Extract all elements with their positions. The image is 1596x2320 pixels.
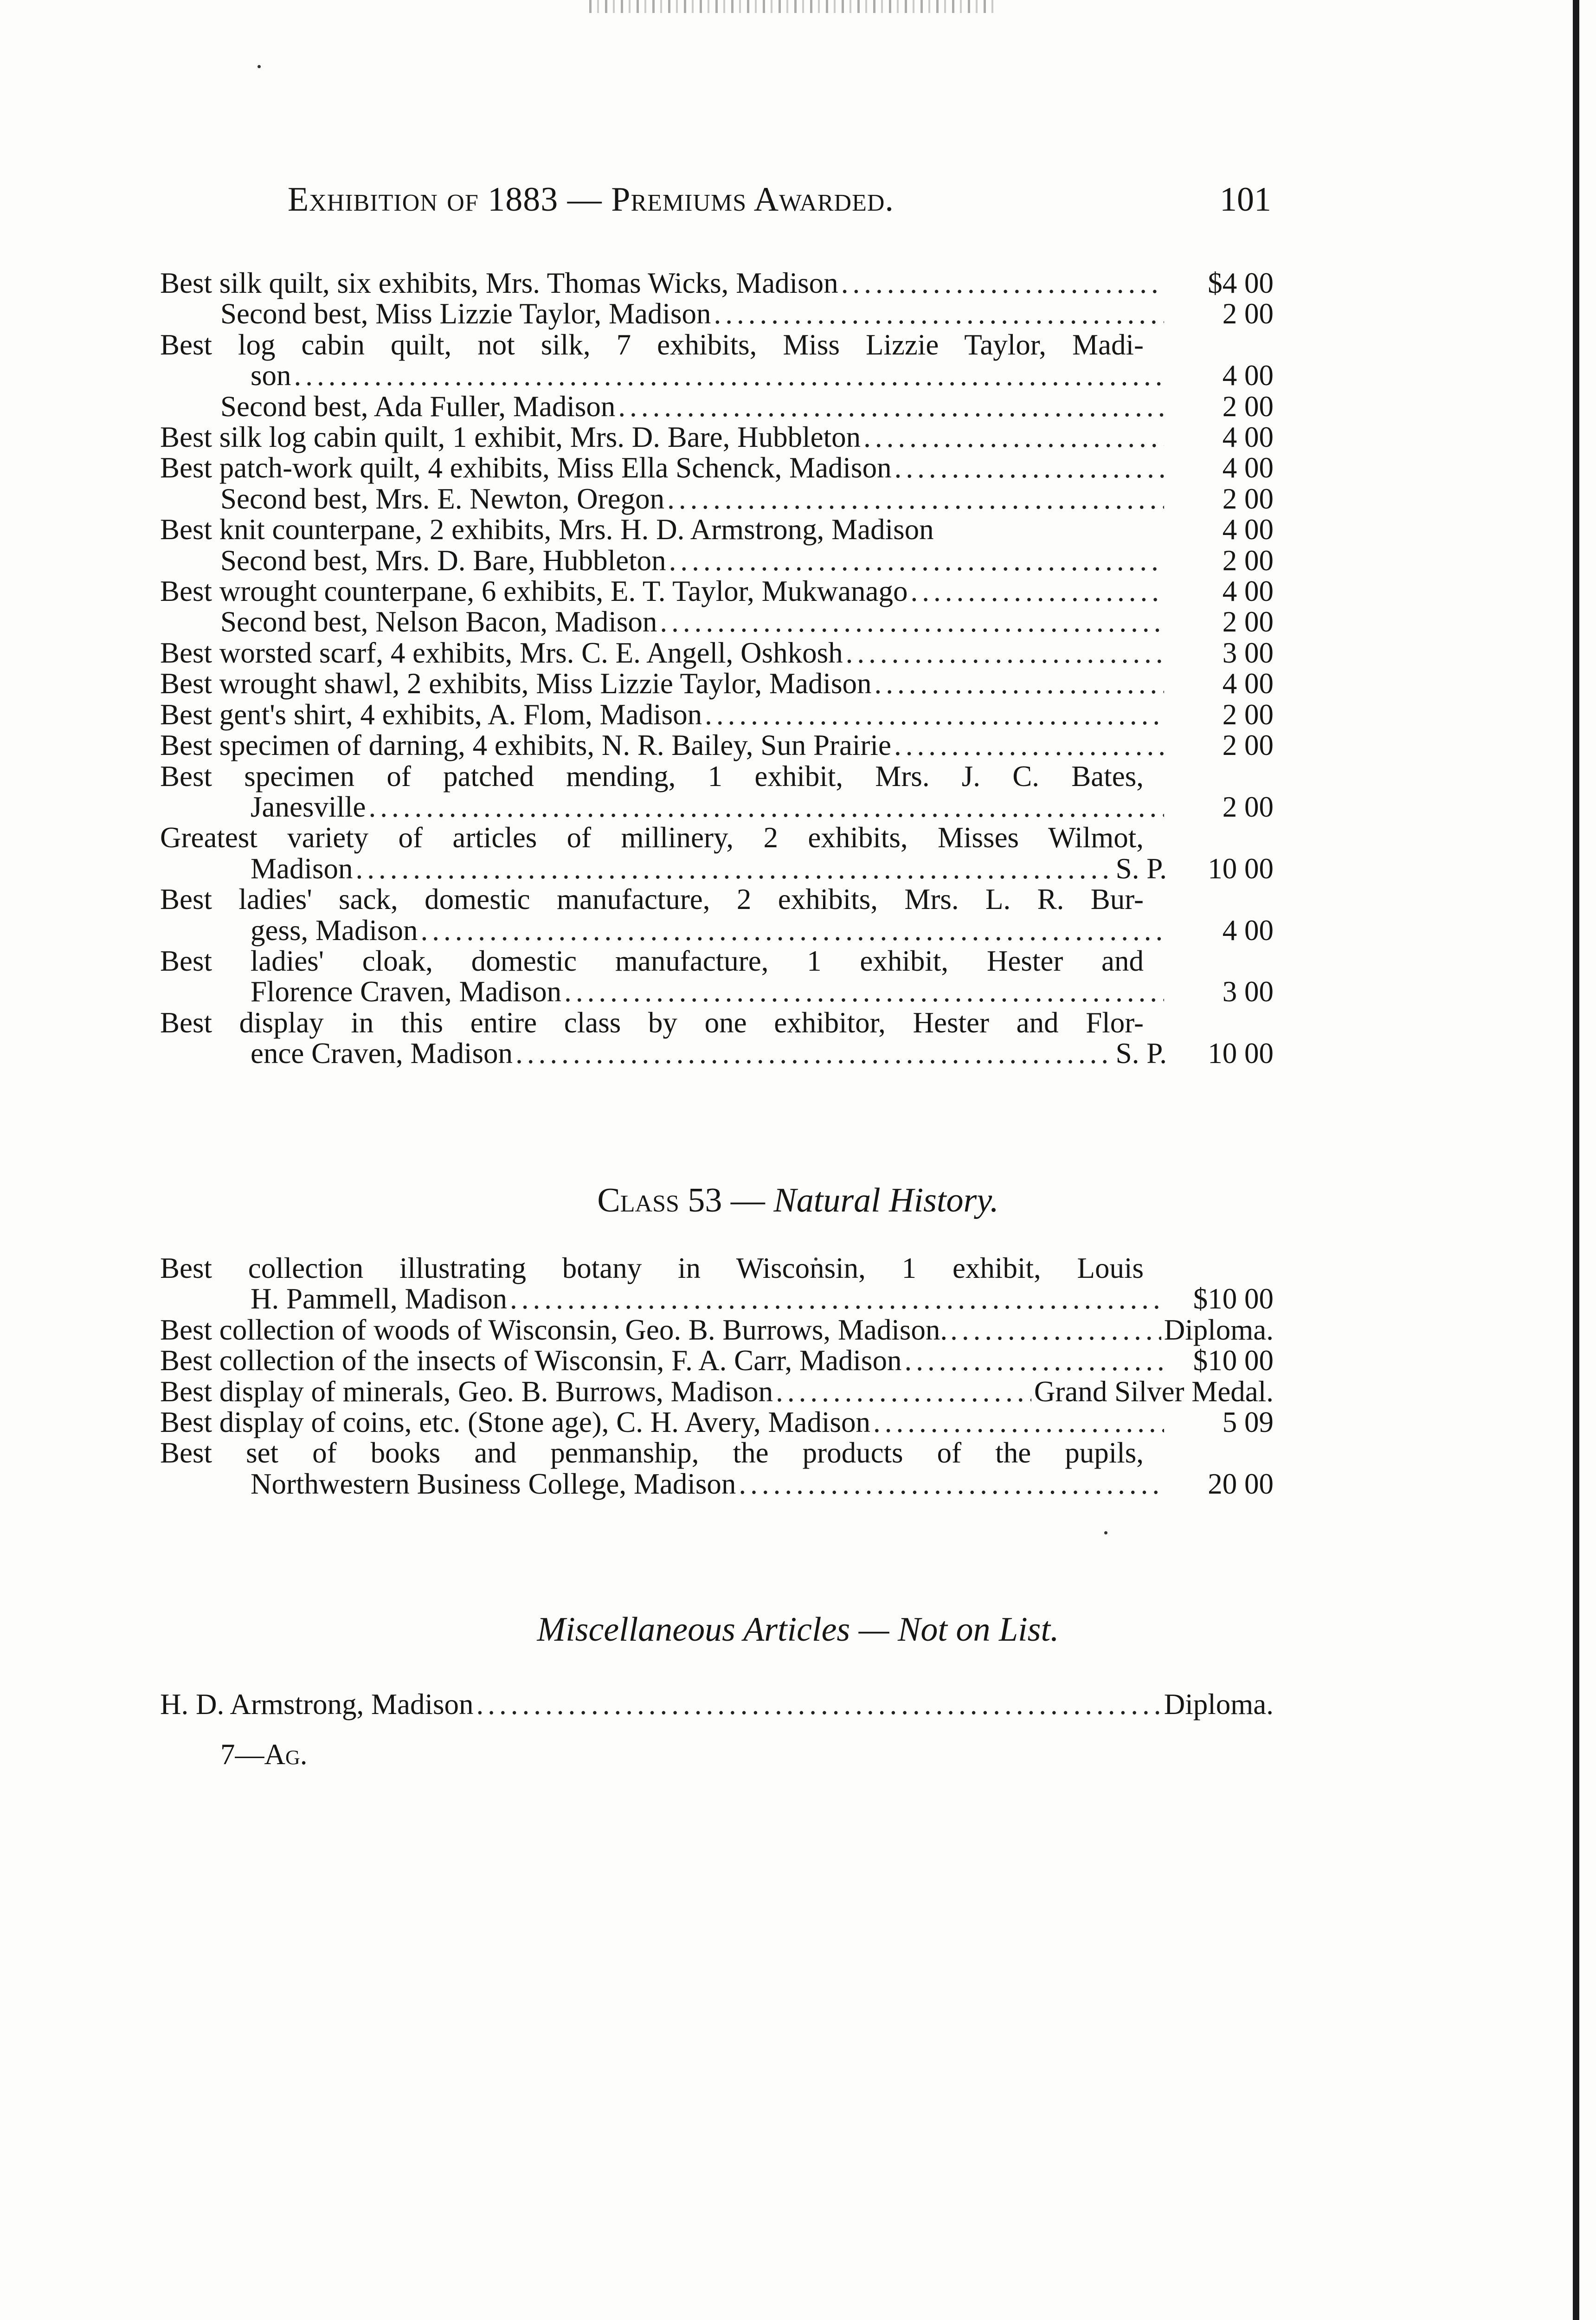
entry-line xyxy=(160,514,1274,545)
premium-amount: 4 00 xyxy=(1222,575,1274,608)
premium-amount: 4 00 xyxy=(1222,359,1274,392)
entry-line xyxy=(160,483,1274,514)
entry-text: Second best, Ada Fuller, Madison xyxy=(220,390,616,423)
dot-leader xyxy=(841,268,1164,298)
premium-entry xyxy=(160,668,1274,699)
entry-text: son xyxy=(251,359,291,392)
entry-line xyxy=(160,853,1274,884)
premium-amount: 4 00 xyxy=(1222,451,1274,484)
entry-text: Best wrought counterpane, 6 exhibits, E. T. Taylor, Mukwanago xyxy=(160,575,908,608)
premium-amount: 2 00 xyxy=(1222,390,1274,423)
entry-text: Best ladies' cloak, domestic manufacture, 1 exhibit, Hester and xyxy=(160,944,1144,977)
entry-text: Second best, Mrs. E. Newton, Oregon xyxy=(220,482,665,515)
premium-entry xyxy=(160,1345,1274,1376)
entry-line xyxy=(160,792,1274,822)
entry-suffix: S. P. xyxy=(1115,852,1167,885)
premium-amount: 2 00 xyxy=(1222,698,1274,731)
premium-entry xyxy=(160,1315,1274,1345)
dot-leader xyxy=(950,1315,1161,1345)
premium-entry xyxy=(160,329,1274,391)
entry-text: Best specimen of darning, 4 exhibits, N. R. Bailey, Sun Prairie xyxy=(160,729,891,762)
entry-text: Best knit counterpane, 2 exhibits, Mrs. H. D. Armstrong, Madison xyxy=(160,513,934,546)
class-53-heading xyxy=(0,1181,1596,1220)
dot-leader xyxy=(356,853,1113,884)
premium-amount: 4 00 xyxy=(1222,914,1274,947)
premium-entry xyxy=(160,761,1274,823)
entry-line xyxy=(160,452,1274,483)
premium-amount: 4 00 xyxy=(1222,421,1274,454)
entry-text: Best worsted scarf, 4 exhibits, Mrs. C. E. Angell, Oshkosh xyxy=(160,636,843,669)
entry-text: Best ladies' sack, domestic manufacture, 2 exhibits, Mrs. L. R. Bur- xyxy=(160,883,1144,916)
dot-leader xyxy=(714,298,1165,329)
entry-line xyxy=(160,1376,1274,1407)
entry-text: Best collection of the insects of Wisconsin, F. A. Carr, Madison xyxy=(160,1344,902,1377)
dot-leader xyxy=(846,638,1164,668)
dot-leader xyxy=(368,792,1164,822)
entry-text: Second best, Nelson Bacon, Madison xyxy=(220,606,657,638)
entry-text: Janesville xyxy=(251,790,366,823)
entry-line xyxy=(160,1689,1274,1720)
premium-entry xyxy=(160,1437,1274,1499)
signature-mark: 7—Ag. xyxy=(220,1738,308,1771)
premium-entry xyxy=(160,1407,1274,1437)
dot-leader xyxy=(705,699,1164,730)
premium-entry xyxy=(160,422,1274,452)
entry-text: Florence Craven, Madison xyxy=(251,975,562,1008)
entry-suffix: Grand Silver Medal. xyxy=(1034,1375,1274,1408)
premium-amount: $4 00 xyxy=(1208,267,1274,299)
dot-leader xyxy=(421,915,1165,946)
entry-line xyxy=(160,730,1274,760)
entry-text: Best patch-work quilt, 4 exhibits, Miss Ella Schenck, Madison xyxy=(160,451,892,484)
entry-text: Second best, Miss Lizzie Taylor, Madison xyxy=(220,297,711,330)
entry-line xyxy=(160,298,1274,329)
premium-amount: 4 00 xyxy=(1222,513,1274,546)
premium-entry xyxy=(160,730,1274,760)
premium-entry xyxy=(160,298,1274,329)
entry-line xyxy=(160,1315,1274,1345)
premium-amount: 3 00 xyxy=(1222,975,1274,1008)
dot-leader xyxy=(476,1689,1161,1720)
premium-amount: 20 00 xyxy=(1208,1467,1274,1500)
entry-text: Best silk log cabin quilt, 1 exhibit, Mrs. D. Bare, Hubbleton xyxy=(160,421,861,454)
dot-leader xyxy=(667,483,1164,514)
dot-leader xyxy=(905,1345,1164,1376)
page-title: Exhibition of 1883 — Premiums Awarded. xyxy=(288,180,894,219)
class-53-premium-list xyxy=(160,1253,1274,1499)
entry-line xyxy=(160,422,1274,452)
premium-entry xyxy=(160,483,1274,514)
entry-line xyxy=(160,638,1274,668)
dot-leader xyxy=(894,730,1164,760)
dot-leader xyxy=(515,1038,1113,1069)
class-53-number: Class 53 xyxy=(597,1181,722,1219)
page-edge-right xyxy=(1573,0,1579,2320)
entry-suffix: Diploma. xyxy=(1164,1313,1274,1346)
premium-entry xyxy=(160,576,1274,606)
dot-leader xyxy=(863,422,1164,452)
entry-line xyxy=(160,699,1274,730)
entry-suffix: Diploma. xyxy=(1164,1688,1274,1721)
entry-text: ence Craven, Madison xyxy=(251,1037,513,1070)
entry-text: Best specimen of patched mending, 1 exhibit, Mrs. J. C. Bates, xyxy=(160,760,1144,793)
entry-text: Best display of minerals, Geo. B. Burrows, Madison xyxy=(160,1375,773,1408)
entry-suffix: S. P. xyxy=(1115,1037,1167,1070)
print-speck xyxy=(257,65,261,68)
premium-entry xyxy=(160,638,1274,668)
miscellaneous-list xyxy=(160,1689,1274,1720)
premium-entry xyxy=(160,606,1274,637)
entry-line xyxy=(160,1038,1274,1069)
entry-line xyxy=(160,1469,1274,1499)
entry-text: Best log cabin quilt, not silk, 7 exhibits, Miss Lizzie Taylor, Madi- xyxy=(160,328,1144,361)
premium-amount: 10 00 xyxy=(1208,1037,1274,1070)
premium-entry xyxy=(160,268,1274,298)
premium-entry xyxy=(160,699,1274,730)
dot-leader xyxy=(294,360,1164,391)
premium-entry xyxy=(160,391,1274,422)
entry-text: Best set of books and penmanship, the products of the pupils, xyxy=(160,1437,1144,1469)
premium-entry xyxy=(160,514,1274,545)
entry-line xyxy=(160,268,1274,298)
premium-entry xyxy=(160,1376,1274,1407)
entry-line xyxy=(160,545,1274,576)
top-edge-smudge xyxy=(589,0,998,13)
entry-text: H. D. Armstrong, Madison xyxy=(160,1688,474,1721)
class-53-name: Natural History. xyxy=(773,1181,999,1219)
entry-text: gess, Madison xyxy=(251,914,418,947)
entry-text: Best collection illustrating botany in Wisconsin, 1 exhibit, Louis xyxy=(160,1252,1144,1284)
premium-amount: 2 00 xyxy=(1222,790,1274,823)
page-number: 101 xyxy=(1220,180,1271,219)
dot-leader xyxy=(873,1407,1164,1437)
dot-leader xyxy=(669,545,1164,576)
entry-text: Best silk quilt, six exhibits, Mrs. Thomas Wicks, Madison xyxy=(160,267,838,299)
premium-amount: 2 00 xyxy=(1222,297,1274,330)
miscellaneous-heading: Miscellaneous Articles — Not on List. xyxy=(537,1611,1059,1649)
premium-entry xyxy=(160,822,1274,884)
class-53-dash: — xyxy=(722,1181,774,1219)
entry-text: Second best, Mrs. D. Bare, Hubbleton xyxy=(220,544,666,577)
entry-text: Greatest variety of articles of millinery, 2 exhibits, Misses Wilmot, xyxy=(160,821,1144,854)
premium-entry xyxy=(160,545,1274,576)
premium-amount: $10 00 xyxy=(1193,1282,1274,1315)
premium-amount: $10 00 xyxy=(1193,1344,1274,1377)
premium-amount: 4 00 xyxy=(1222,667,1274,700)
premium-amount: 2 00 xyxy=(1222,606,1274,638)
premium-amount: 2 00 xyxy=(1222,482,1274,515)
entry-line xyxy=(160,1345,1274,1376)
dot-leader xyxy=(895,452,1164,483)
dot-leader xyxy=(618,391,1164,422)
entry-text: Best display of coins, etc. (Stone age), C. H. Avery, Madison xyxy=(160,1406,870,1439)
entry-line xyxy=(160,1407,1274,1437)
print-speck xyxy=(1104,1531,1107,1534)
premium-entry xyxy=(160,884,1274,946)
premium-amount: 3 00 xyxy=(1222,636,1274,669)
dot-leader xyxy=(875,668,1164,699)
premium-amount: 5 09 xyxy=(1222,1406,1274,1439)
entry-line xyxy=(160,668,1274,699)
premium-entry xyxy=(160,452,1274,483)
entry-line xyxy=(160,915,1274,946)
entry-line xyxy=(160,576,1274,606)
premium-entry xyxy=(160,946,1274,1007)
entry-text: Best wrought shawl, 2 exhibits, Miss Lizzie Taylor, Madison xyxy=(160,667,872,700)
dot-leader xyxy=(911,576,1164,606)
premium-entry xyxy=(160,1007,1274,1069)
dot-leader xyxy=(564,976,1164,1007)
class-52-premium-list xyxy=(160,268,1274,1069)
entry-text: Best display in this entire class by one exhibitor, Hester and Flor- xyxy=(160,1006,1144,1039)
premium-entry xyxy=(160,1253,1274,1315)
dot-leader xyxy=(739,1469,1164,1499)
entry-line xyxy=(160,606,1274,637)
entry-text: Northwestern Business College, Madison xyxy=(251,1467,736,1500)
dot-leader xyxy=(510,1283,1164,1314)
premium-amount: 2 00 xyxy=(1222,729,1274,762)
dot-leader xyxy=(660,606,1164,637)
entry-line xyxy=(160,1283,1274,1314)
premium-amount: 2 00 xyxy=(1222,544,1274,577)
dot-leader xyxy=(776,1376,1031,1407)
entry-text: Madison xyxy=(251,852,353,885)
entry-line xyxy=(160,391,1274,422)
running-header xyxy=(288,180,1271,222)
entry-line xyxy=(160,976,1274,1007)
entry-text: H. Pammell, Madison xyxy=(251,1282,507,1315)
entry-text: Best gent's shirt, 4 exhibits, A. Flom, Madison xyxy=(160,698,702,731)
entry-line xyxy=(160,360,1274,391)
premium-amount: 10 00 xyxy=(1208,852,1274,885)
premium-entry xyxy=(160,1689,1274,1720)
entry-text: Best collection of woods of Wisconsin, Geo. B. Burrows, Madison. xyxy=(160,1313,948,1346)
